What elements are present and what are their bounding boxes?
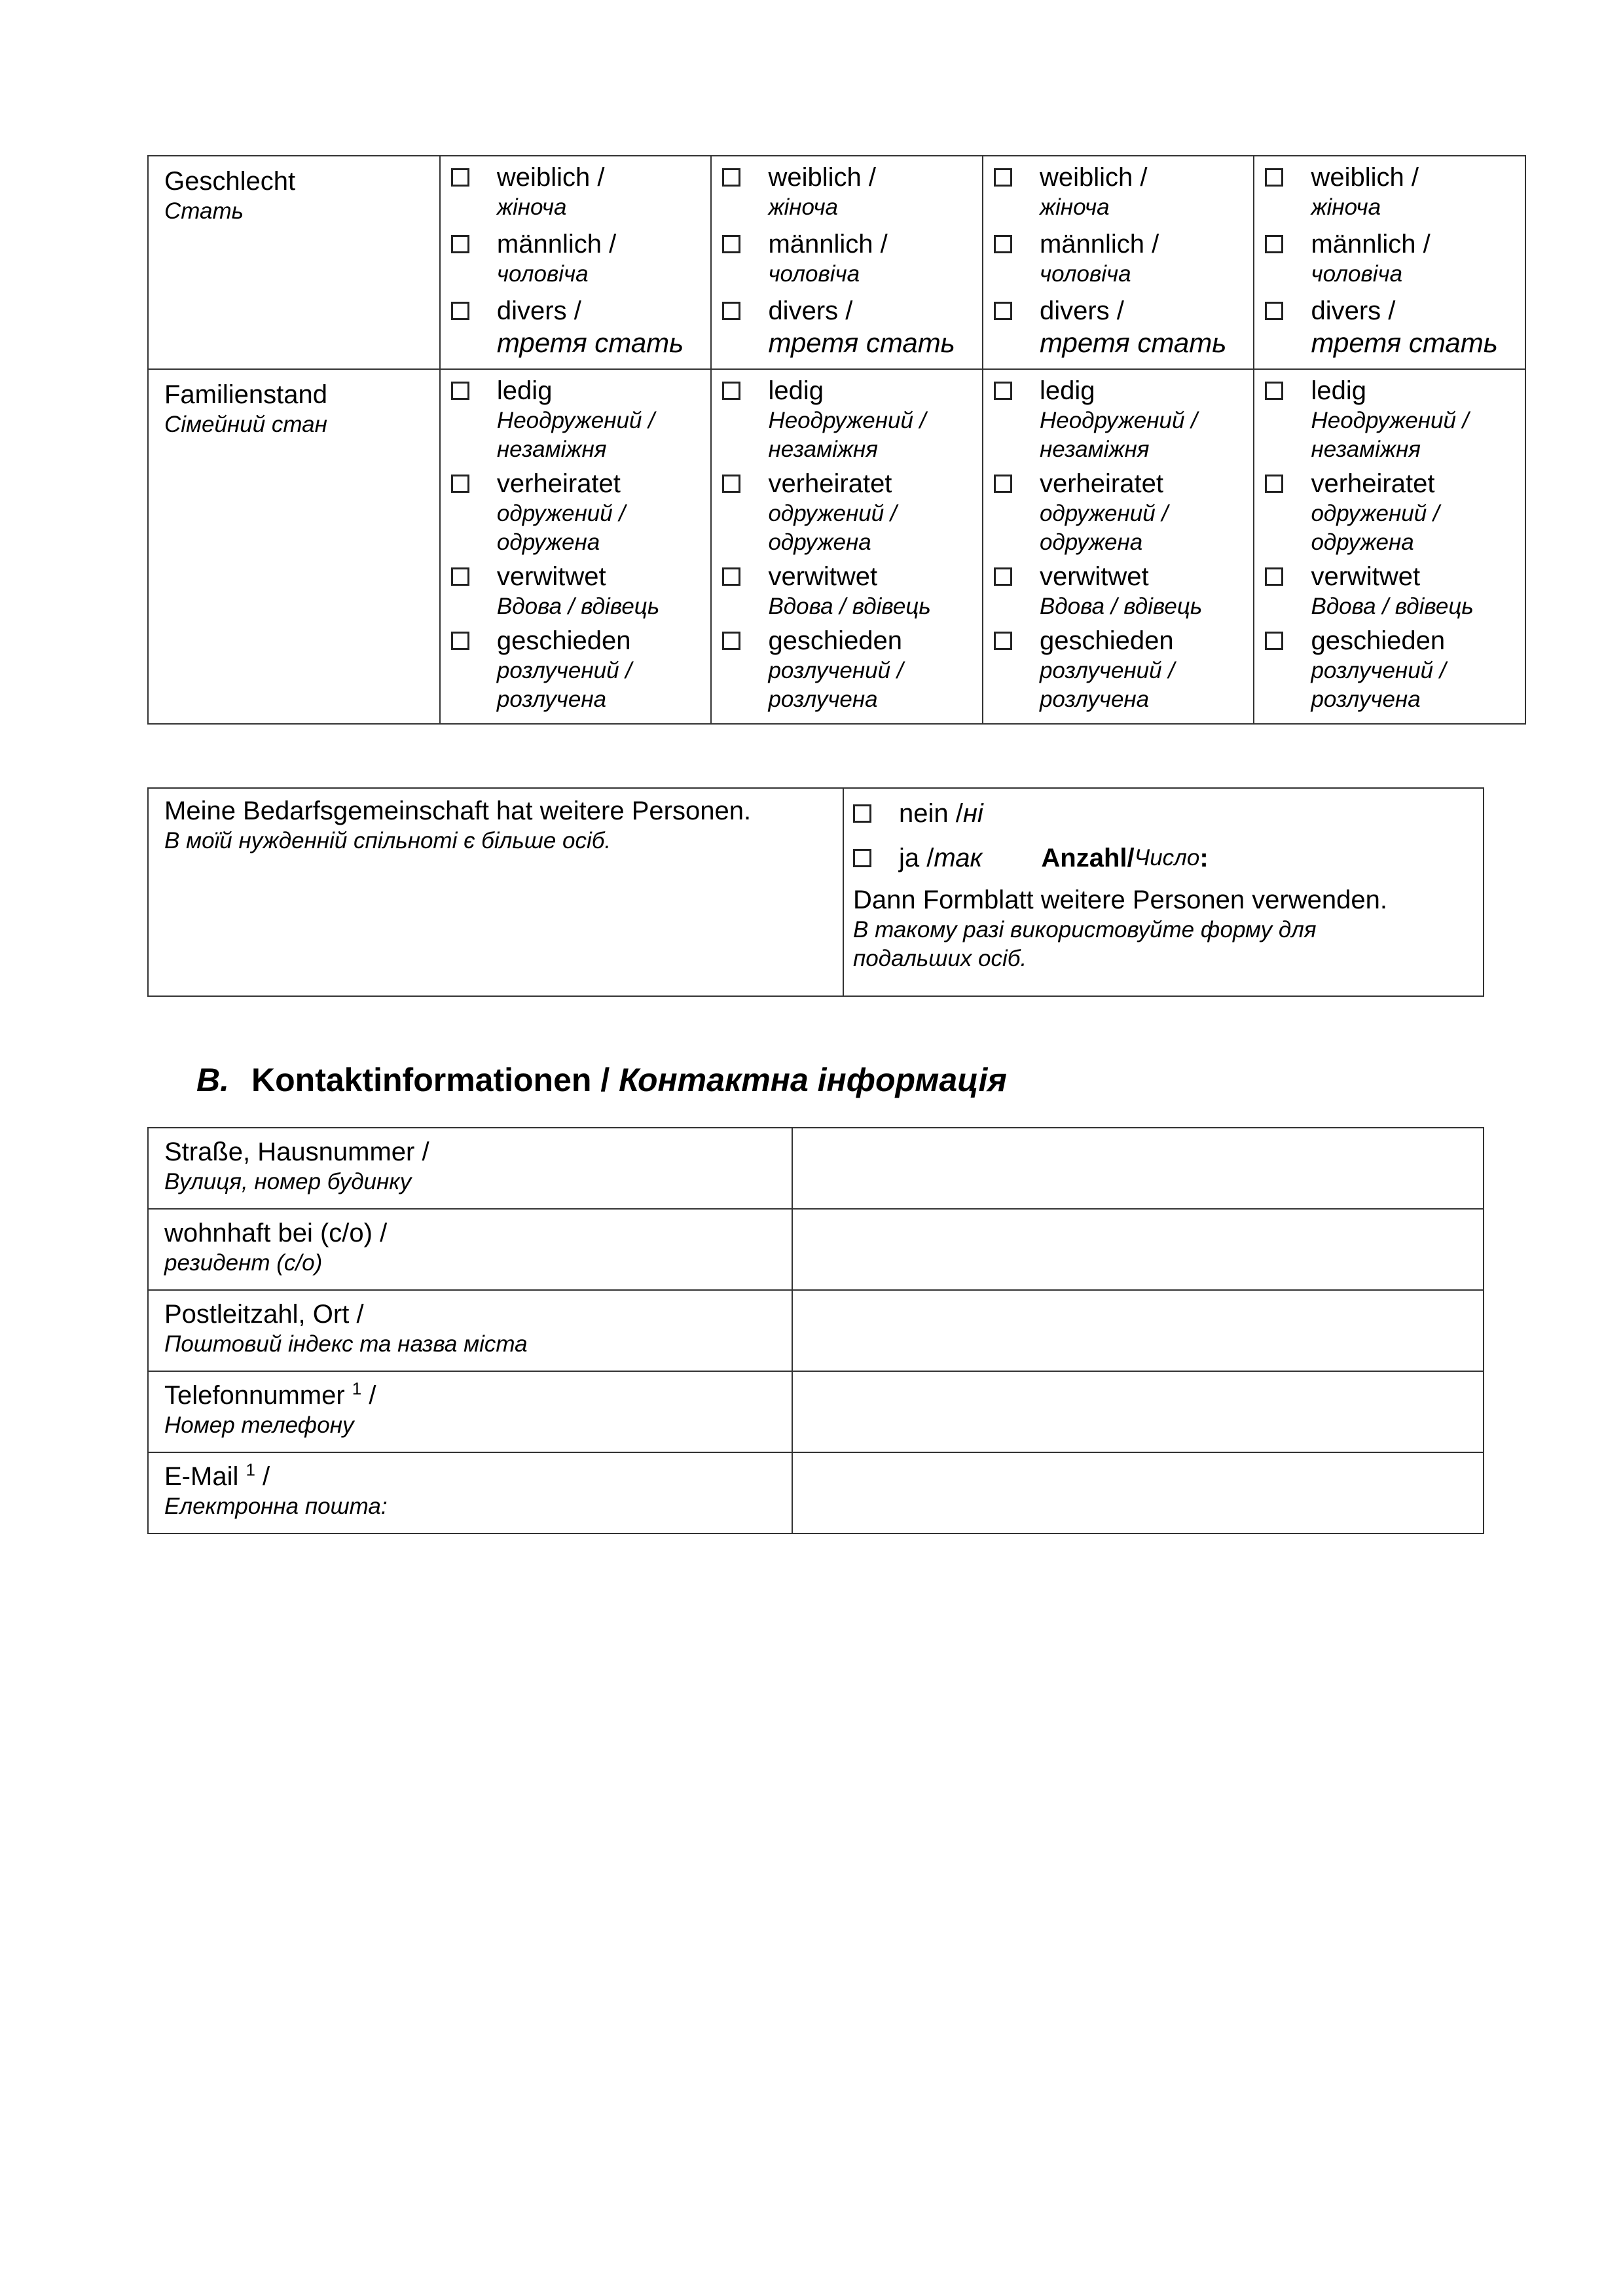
option-label-ua: чоловіча	[768, 261, 860, 287]
contact-label-cell	[148, 1209, 792, 1290]
checkbox[interactable]	[994, 475, 1012, 493]
gender-options-person-2	[711, 156, 983, 369]
option-label-ua: третя стать	[1039, 327, 1227, 358]
checkbox[interactable]	[1265, 632, 1283, 650]
marital-option-widowed[interactable]	[994, 561, 1247, 624]
checkbox[interactable]	[722, 302, 740, 320]
marital-option-single[interactable]	[451, 375, 704, 467]
marital-option-single[interactable]	[994, 375, 1247, 467]
option-label: weiblich /	[768, 163, 876, 192]
option-label-ua: чоловіча	[1311, 261, 1403, 287]
gender-option-female[interactable]	[451, 162, 704, 224]
gender-label-ua: Стать	[164, 198, 244, 224]
checkbox[interactable]	[451, 302, 469, 320]
option-label-ua: жіноча	[768, 194, 839, 220]
gender-option-male[interactable]	[451, 228, 704, 291]
contact-label-cell	[148, 1371, 792, 1452]
gender-option-female[interactable]	[1265, 162, 1518, 224]
checkbox[interactable]	[1265, 168, 1283, 187]
contact-row-email	[148, 1452, 1484, 1534]
option-label: weiblich /	[1311, 163, 1419, 192]
option-label-ua: так	[934, 844, 983, 872]
marital-option-married[interactable]	[722, 468, 976, 560]
contact-row-phone	[148, 1371, 1484, 1452]
checkbox[interactable]	[722, 567, 740, 586]
gender-option-male[interactable]	[994, 228, 1247, 291]
checkbox[interactable]	[451, 235, 469, 253]
community-note: Dann Formblatt weitere Personen verwenden.	[853, 886, 1387, 914]
option-label-ua: одружений /	[496, 501, 626, 526]
section-title-ua: Контактна інформація	[619, 1062, 1007, 1098]
option-label-ua: Вдова / вдівець	[496, 594, 660, 619]
gender-option-diverse[interactable]	[1265, 295, 1518, 359]
option-label-ua: незаміжня	[768, 437, 878, 462]
option-label: divers /	[768, 296, 853, 325]
option-label-ua: розлучена	[1311, 687, 1421, 712]
checkbox[interactable]	[722, 632, 740, 650]
phone-input[interactable]	[792, 1371, 1484, 1452]
option-label-ua: розлучений /	[1039, 658, 1175, 683]
option-label: ledig	[496, 376, 553, 405]
option-label-ua: розлучений /	[768, 658, 903, 683]
contact-label-cell	[148, 1290, 792, 1371]
marital-option-widowed[interactable]	[722, 561, 976, 624]
community-option-no[interactable]	[853, 798, 1474, 829]
contact-label-cell	[148, 1128, 792, 1209]
option-label-ua: жіноча	[496, 194, 567, 220]
option-label-ua: одружена	[768, 529, 871, 555]
option-label-ua: одружена	[1039, 529, 1143, 555]
email-input[interactable]	[792, 1452, 1484, 1534]
option-label: geschieden	[1039, 626, 1174, 655]
marital-option-widowed[interactable]	[1265, 561, 1518, 624]
option-label-ua: незаміжня	[496, 437, 607, 462]
community-question-ua: В моїй нужденній спільноті є більше осіб.	[164, 828, 611, 853]
count-separator: /	[1127, 844, 1135, 872]
option-label: männlich /	[1039, 230, 1159, 259]
contact-row-postal	[148, 1290, 1484, 1371]
footnote-marker: 1	[352, 1378, 362, 1399]
option-label: geschieden	[1311, 626, 1446, 655]
option-label: geschieden	[768, 626, 903, 655]
gender-option-diverse[interactable]	[994, 295, 1247, 359]
option-label: divers /	[1039, 296, 1124, 325]
option-label: weiblich /	[496, 163, 605, 192]
contact-label-ua: Вулиця, номер будинку	[164, 1169, 412, 1194]
option-label: männlich /	[1311, 230, 1431, 259]
checkbox[interactable]	[451, 567, 469, 586]
community-answer-cell	[843, 788, 1484, 996]
checkbox[interactable]	[1265, 567, 1283, 586]
option-label-ua: третя стать	[1311, 327, 1498, 358]
checkbox[interactable]	[994, 382, 1012, 400]
contact-label-text: Telefonnummer	[164, 1381, 352, 1410]
checkbox[interactable]	[994, 302, 1012, 320]
marital-label-ua: Сімейний стан	[164, 412, 327, 437]
marital-options-person-3	[983, 369, 1254, 724]
option-label-ua: Неодружений /	[1039, 408, 1197, 433]
option-label-ua: одружена	[1311, 529, 1414, 555]
count-colon: :	[1199, 844, 1209, 872]
community-table	[147, 787, 1484, 997]
option-label: ledig	[1311, 376, 1366, 405]
option-label-ua: розлучений /	[496, 658, 632, 683]
option-label-ua: Вдова / вдівець	[1039, 594, 1203, 619]
option-label-ua: чоловіча	[496, 261, 589, 287]
gender-option-female[interactable]	[722, 162, 976, 224]
option-label-ua: ні	[962, 799, 983, 828]
contact-label-ua: Електронна пошта:	[164, 1494, 388, 1519]
option-label: ledig	[1039, 376, 1095, 405]
contact-label: wohnhaft bei (c/o) /	[164, 1219, 388, 1247]
gender-label: Geschlecht	[164, 167, 296, 196]
checkbox[interactable]	[994, 567, 1012, 586]
checkbox[interactable]	[451, 168, 469, 187]
option-label-ua: розлучена	[768, 687, 878, 712]
option-label: männlich /	[496, 230, 617, 259]
option-label: verwitwet	[1039, 562, 1149, 591]
checkbox[interactable]	[722, 168, 740, 187]
marital-label-cell	[148, 369, 440, 724]
gender-option-female[interactable]	[994, 162, 1247, 224]
option-label-ua: розлучена	[1039, 687, 1150, 712]
contact-label-suffix: /	[255, 1462, 270, 1491]
checkbox[interactable]	[722, 235, 740, 253]
gender-label-cell	[148, 156, 440, 369]
checkbox[interactable]	[451, 475, 469, 493]
option-label-ua: одружений /	[1039, 501, 1169, 526]
gender-options-person-4	[1254, 156, 1525, 369]
marital-option-single[interactable]	[1265, 375, 1518, 467]
option-label-ua: Вдова / вдівець	[768, 594, 931, 619]
option-label-ua: третя стать	[768, 327, 955, 358]
option-label: geschieden	[496, 626, 631, 655]
option-label: divers /	[496, 296, 581, 325]
option-label-ua: Неодружений /	[496, 408, 655, 433]
marital-option-divorced[interactable]	[451, 625, 704, 717]
personal-data-table	[147, 155, 1526, 725]
checkbox[interactable]	[994, 168, 1012, 187]
checkbox[interactable]	[853, 804, 871, 823]
contact-label-ua: резидент (c/o)	[164, 1250, 323, 1276]
checkbox[interactable]	[853, 849, 871, 867]
checkbox[interactable]	[1265, 475, 1283, 493]
contact-label-ua: Номер телефону	[164, 1412, 354, 1438]
footnote-marker: 1	[246, 1460, 255, 1480]
contact-label: Straße, Hausnummer /	[164, 1138, 429, 1166]
contact-row-street	[148, 1128, 1484, 1209]
checkbox[interactable]	[722, 475, 740, 493]
community-option-yes[interactable]	[853, 842, 1474, 874]
marital-options-person-1	[440, 369, 712, 724]
option-label: ja /	[899, 844, 934, 872]
option-label-ua: жіноча	[1039, 194, 1110, 220]
marital-option-divorced[interactable]	[1265, 625, 1518, 717]
checkbox[interactable]	[1265, 235, 1283, 253]
postal-city-input[interactable]	[792, 1290, 1484, 1371]
marital-options-person-2	[711, 369, 983, 724]
checkbox[interactable]	[994, 632, 1012, 650]
contact-label-text: E-Mail	[164, 1462, 246, 1491]
marital-option-divorced[interactable]	[722, 625, 976, 717]
section-letter: B.	[196, 1062, 229, 1098]
option-label: verwitwet	[768, 562, 878, 591]
option-label-ua: жіноча	[1311, 194, 1381, 220]
gender-option-male[interactable]	[722, 228, 976, 291]
contact-row-co	[148, 1209, 1484, 1290]
option-label-ua: одружений /	[1311, 501, 1440, 526]
marital-option-married[interactable]	[451, 468, 704, 560]
community-note-ua-2: подальших осіб.	[853, 946, 1027, 971]
marital-row	[148, 369, 1525, 724]
contact-label-suffix: /	[361, 1381, 376, 1410]
option-label-ua: Неодружений /	[768, 408, 926, 433]
gender-option-male[interactable]	[1265, 228, 1518, 291]
marital-option-married[interactable]	[994, 468, 1247, 560]
option-label-ua: третя стать	[496, 327, 684, 358]
option-label: divers /	[1311, 296, 1396, 325]
option-label: verheiratet	[1311, 469, 1435, 498]
option-label-ua: Неодружений /	[1311, 408, 1469, 433]
option-label: verheiratet	[496, 469, 621, 498]
contact-label: Postleitzahl, Ort /	[164, 1300, 364, 1329]
count-label: Anzahl	[1041, 843, 1127, 872]
marital-option-married[interactable]	[1265, 468, 1518, 560]
option-label: weiblich /	[1039, 163, 1148, 192]
marital-option-divorced[interactable]	[994, 625, 1247, 717]
option-label-ua: одружена	[496, 529, 600, 555]
marital-option-single[interactable]	[722, 375, 976, 467]
contact-label	[164, 1380, 782, 1411]
option-label-ua: Вдова / вдівець	[1311, 594, 1474, 619]
option-label: verheiratet	[1039, 469, 1163, 498]
community-question-cell	[148, 788, 843, 996]
option-label: verheiratet	[768, 469, 892, 498]
option-label-ua: розлучена	[496, 687, 607, 712]
checkbox[interactable]	[1265, 302, 1283, 320]
marital-option-widowed[interactable]	[451, 561, 704, 624]
option-label-ua: розлучений /	[1311, 658, 1446, 683]
contact-label-cell	[148, 1452, 792, 1534]
checkbox[interactable]	[722, 382, 740, 400]
option-label: nein /	[899, 799, 963, 828]
contact-label	[164, 1461, 782, 1492]
section-title: Kontaktinformationen /	[251, 1062, 619, 1098]
gender-options-person-3	[983, 156, 1254, 369]
option-label-ua: незаміжня	[1311, 437, 1421, 462]
gender-row	[148, 156, 1525, 369]
checkbox[interactable]	[994, 235, 1012, 253]
checkbox[interactable]	[451, 632, 469, 650]
gender-option-diverse[interactable]	[722, 295, 976, 359]
option-label-ua: одружений /	[768, 501, 897, 526]
option-label: verwitwet	[1311, 562, 1421, 591]
count-label-ua: Число	[1134, 845, 1200, 870]
community-note-ua-1: В такому разі використовуйте форму для	[853, 917, 1317, 942]
option-label-ua: незаміжня	[1039, 437, 1150, 462]
marital-options-person-4	[1254, 369, 1525, 724]
care-of-input[interactable]	[792, 1209, 1484, 1290]
section-b-heading	[196, 1060, 1007, 1100]
gender-options-person-1	[440, 156, 712, 369]
contact-table	[147, 1127, 1484, 1534]
contact-label-ua: Поштовий індекс та назва міста	[164, 1331, 528, 1357]
community-question: Meine Bedarfsgemeinschaft hat weitere Personen.	[164, 797, 752, 825]
option-label: männlich /	[768, 230, 888, 259]
option-label: verwitwet	[496, 562, 606, 591]
marital-label: Familienstand	[164, 380, 328, 409]
option-label-ua: чоловіча	[1039, 261, 1131, 287]
checkbox[interactable]	[1265, 382, 1283, 400]
checkbox[interactable]	[451, 382, 469, 400]
option-label: ledig	[768, 376, 824, 405]
street-input[interactable]	[792, 1128, 1484, 1209]
gender-option-diverse[interactable]	[451, 295, 704, 359]
